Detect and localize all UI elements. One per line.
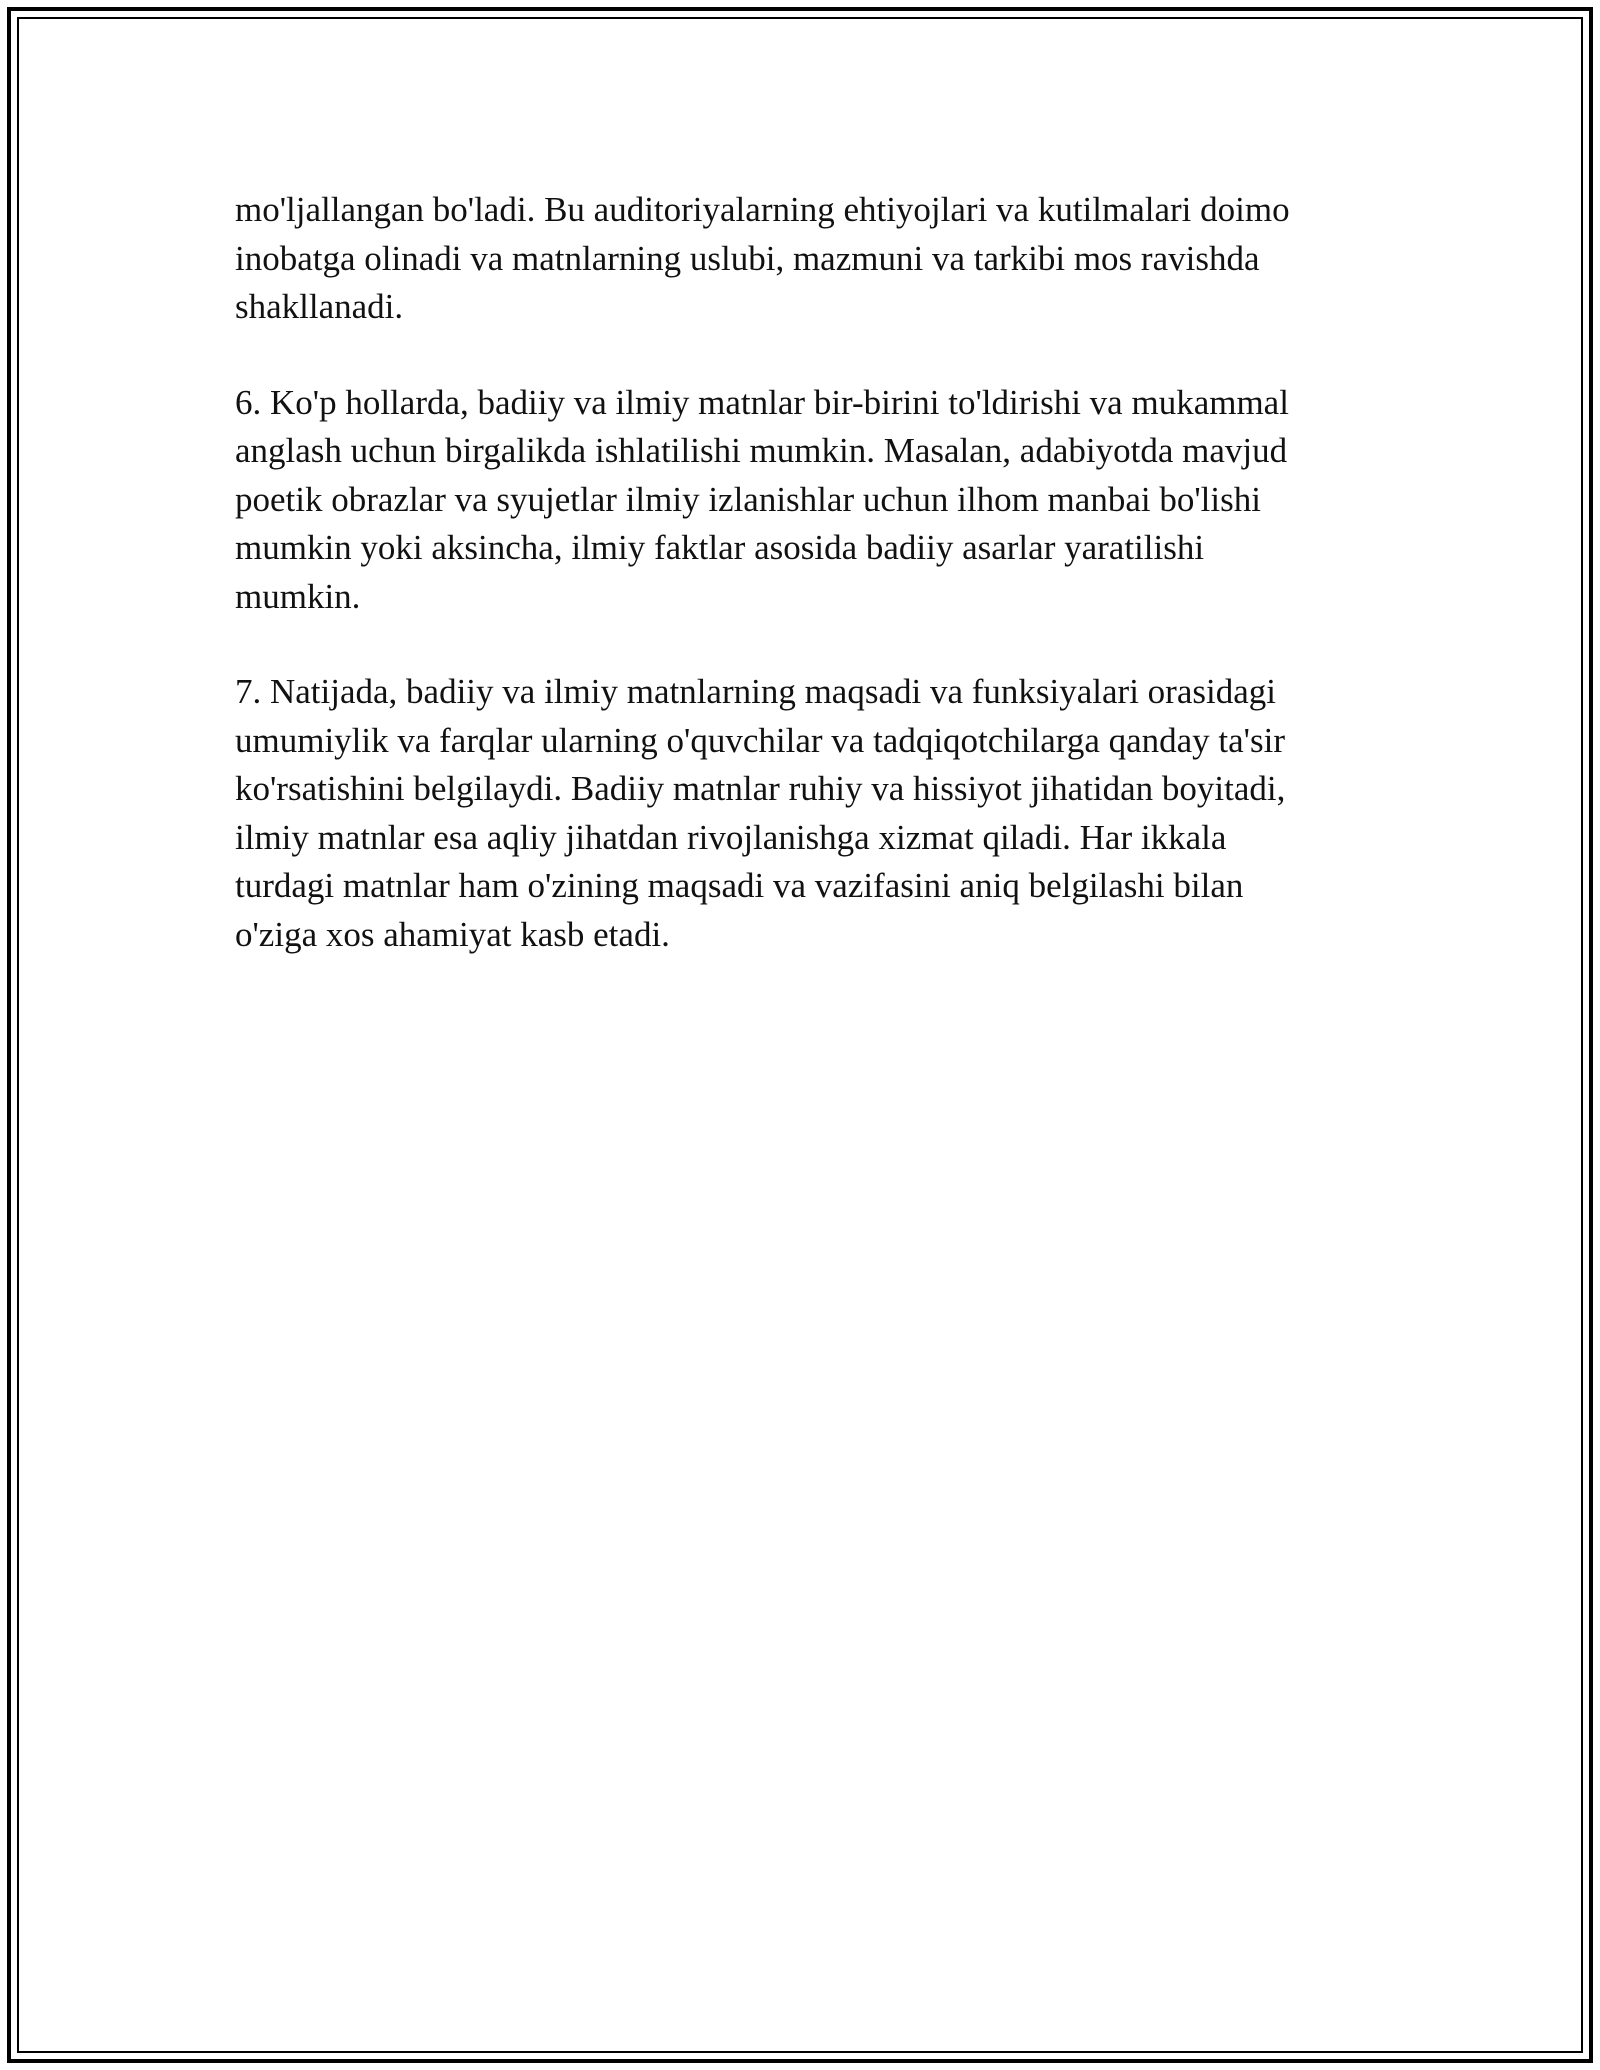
- paragraph-7: [235, 668, 1365, 959]
- text-line: ko'rsatishini belgilaydi. Badiiy matnlar ruhiy va hissiyot jihatidan boyitadi,: [235, 769, 1286, 808]
- text-line: mo'ljallangan bo'ladi. Bu auditoriyalarning ehtiyojlari va kutilmalari doimo: [235, 190, 1290, 229]
- text-line: anglash uchun birgalikda ishlatilishi mumkin. Masalan, adabiyotda mavjud: [235, 431, 1288, 470]
- text-line: 7. Natijada, badiiy va ilmiy matnlarning maqsadi va funksiyalari orasidagi: [235, 672, 1276, 711]
- document-body: [235, 186, 1365, 1006]
- text-line: 6. Ko'p hollarda, badiiy va ilmiy matnlar bir-birini to'ldirishi va mukammal: [235, 382, 1289, 422]
- text-line: poetik obrazlar va syujetlar ilmiy izlanishlar uchun ilhom manbai bo'lishi: [235, 479, 1261, 519]
- text-line: umumiylik va farqlar ularning o'quvchilar va tadqiqotchilarga qanday ta'sir: [235, 720, 1285, 760]
- text-line: ilmiy matnlar esa aqliy jihatdan rivojlanishga xizmat qiladi. Har ikkala: [235, 817, 1227, 857]
- text-line: turdagi matnlar ham o'zining maqsadi va vazifasini aniq belgilashi bilan: [235, 866, 1244, 905]
- text-line: o'ziga xos ahamiyat kasb etadi.: [235, 914, 670, 954]
- paragraph-continuation: [235, 186, 1365, 332]
- text-line: inobatga olinadi va matnlarning uslubi, mazmuni va tarkibi mos ravishda: [235, 238, 1260, 278]
- text-line: shakllanadi.: [235, 287, 404, 326]
- text-line: mumkin yoki aksincha, ilmiy faktlar asosida badiiy asarlar yaratilishi: [235, 528, 1205, 567]
- paragraph-6: [235, 379, 1365, 622]
- text-line: mumkin.: [235, 576, 361, 616]
